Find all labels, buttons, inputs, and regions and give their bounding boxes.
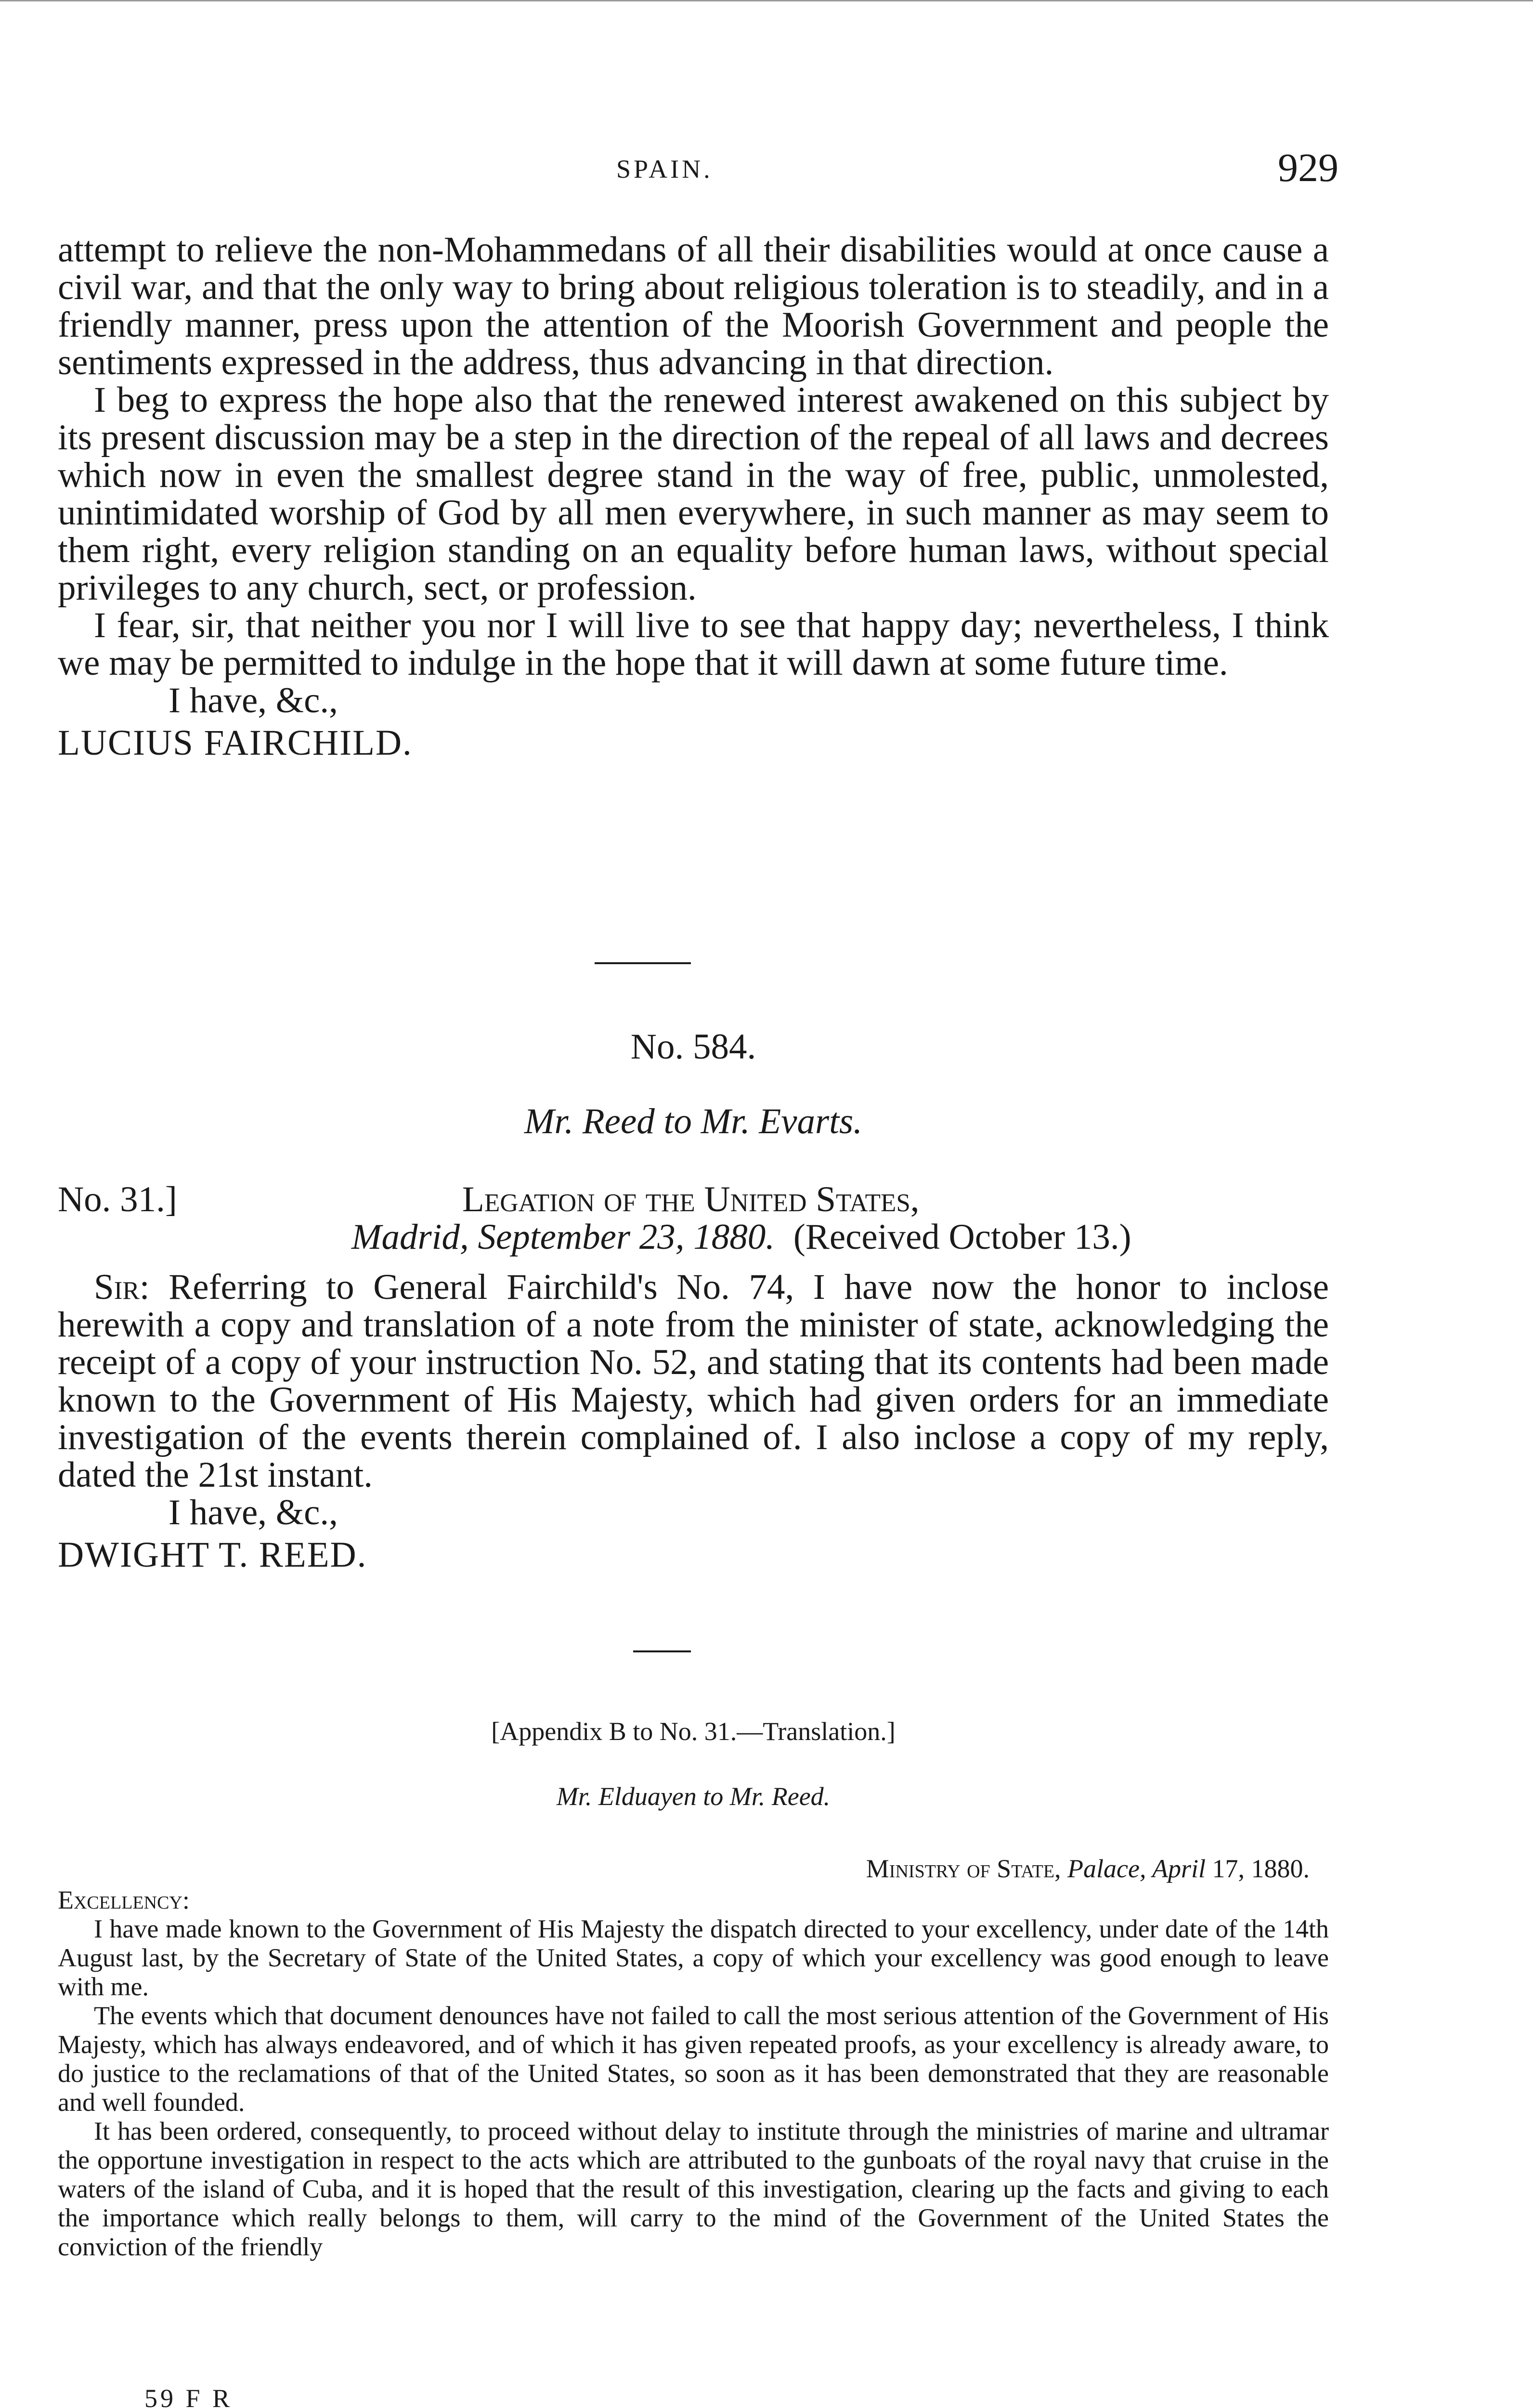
page-header	[58, 144, 1338, 197]
appendix-heading	[58, 1782, 1329, 1811]
dispatch-date: September 23, 1880.	[478, 1217, 775, 1257]
paragraph	[58, 1269, 1329, 1494]
appendix-dateline	[58, 1854, 1329, 1883]
dispatch-body	[58, 1269, 1329, 1574]
signature: DWIGHT T. REED.	[58, 1535, 367, 1575]
appendix-date: 17, 1880.	[1212, 1854, 1310, 1883]
paragraph: attempt to relieve the non-Mohammedans of all their disabilities would at once cause a civil war, and that the only way to bring about religious toleration is to steadily, and in a friendly manner, press upon the attention of the Moorish Government and people the sentiments expressed in the address, thus advancing in that direction.	[58, 230, 1329, 382]
appendix-label-text: [Appendix B to No. 31.—Translation.]	[491, 1717, 896, 1746]
section-divider	[595, 962, 691, 964]
appendix-body	[58, 1885, 1329, 2261]
palace-line: Palace, April	[1067, 1854, 1206, 1883]
closing-line: I have, &c.,	[169, 681, 338, 720]
appendix-label	[58, 1717, 1329, 1746]
paragraph: The events which that document denounces have not failed to call the most serious attention of the Government of His Majesty, which has always endeavored, and of which it has given repeated proofs, as your excellency is already aware, to do justice to the reclamations of that of the United States, so soon as it has been demonstrated that they are reasonable and well founded.	[58, 2001, 1329, 2117]
legation-line: Legation of the United States,	[462, 1179, 920, 1219]
document-heading-text: Mr. Reed to Mr. Evarts.	[524, 1101, 862, 1141]
paragraph-text: Referring to General Fairchild's No. 74, I have now the honor to inclose herewith a copy and translation of a note from the minister of state, acknowledging the receipt of a copy of your instruction No. 52, and stating that its contents had been made known to the Government of His Majesty, which had given orders for an immediate investigation of the events therein complained of. I also inclose a copy of my reply, dated the 21st instant.	[58, 1267, 1329, 1495]
top-rule	[0, 0, 1533, 1]
dispatch-header	[58, 1181, 1329, 1258]
salutation: Sir:	[94, 1267, 150, 1307]
dispatch-place: Madrid,	[351, 1217, 469, 1257]
document-number	[58, 1028, 1329, 1066]
running-title: SPAIN.	[616, 155, 713, 183]
dispatch-number: No. 31.]	[58, 1179, 177, 1219]
received-date: (Received October 13.)	[793, 1217, 1131, 1257]
paragraph: I beg to express the hope also that the renewed interest awakened on this subject by its present discussion may be a step in the direction of the repeal of all laws and decrees which now in even the smallest degree stand in the way of free, public, unmolested, unintimidated worship of God by all men everywhere, in such manner as may seem to them right, every religion standing on an equality before human laws, without special privileges to any church, sect, or profession.	[58, 380, 1329, 608]
document-number-text: No. 584.	[630, 1027, 756, 1067]
appendix-heading-text: Mr. Elduayen to Mr. Reed.	[556, 1782, 831, 1811]
section-divider	[633, 1650, 691, 1652]
closing-line: I have, &c.,	[169, 1492, 338, 1532]
document-heading	[58, 1103, 1329, 1140]
paragraph: I have made known to the Government of His Majesty the dispatch directed to your excellency, under date of the 14th August last, by the Secretary of State of the United States, a copy of which your excellency was good enough to leave with me.	[58, 1914, 1329, 2001]
letter-fairchild-continuation	[58, 231, 1329, 762]
page-number: 929	[1278, 145, 1338, 190]
ministry-line: Ministry of State,	[866, 1854, 1061, 1883]
salutation: Excellency:	[58, 1885, 190, 1914]
paragraph: I fear, sir, that neither you nor I will live to see that happy day; nevertheless, I think we may be permitted to indulge in the hope that it will dawn at some future time.	[58, 605, 1329, 683]
signature-mark: 59 F R	[144, 2384, 233, 2408]
footer-signature-mark	[144, 2384, 1416, 2408]
signature: LUCIUS FAIRCHILD.	[58, 723, 413, 763]
paragraph: It has been ordered, consequently, to proceed without delay to institute through the ministries of marine and ultramar the opportune investigation in respect to the acts which are attributed to the gunboats of the royal navy that cruise in the waters of the island of Cuba, and it is hoped that the result of this investigation, clearing up the facts and giving to each the importance which really belongs to them, will carry to the mind of the Government of the United States the conviction of the friendly	[58, 2117, 1329, 2261]
